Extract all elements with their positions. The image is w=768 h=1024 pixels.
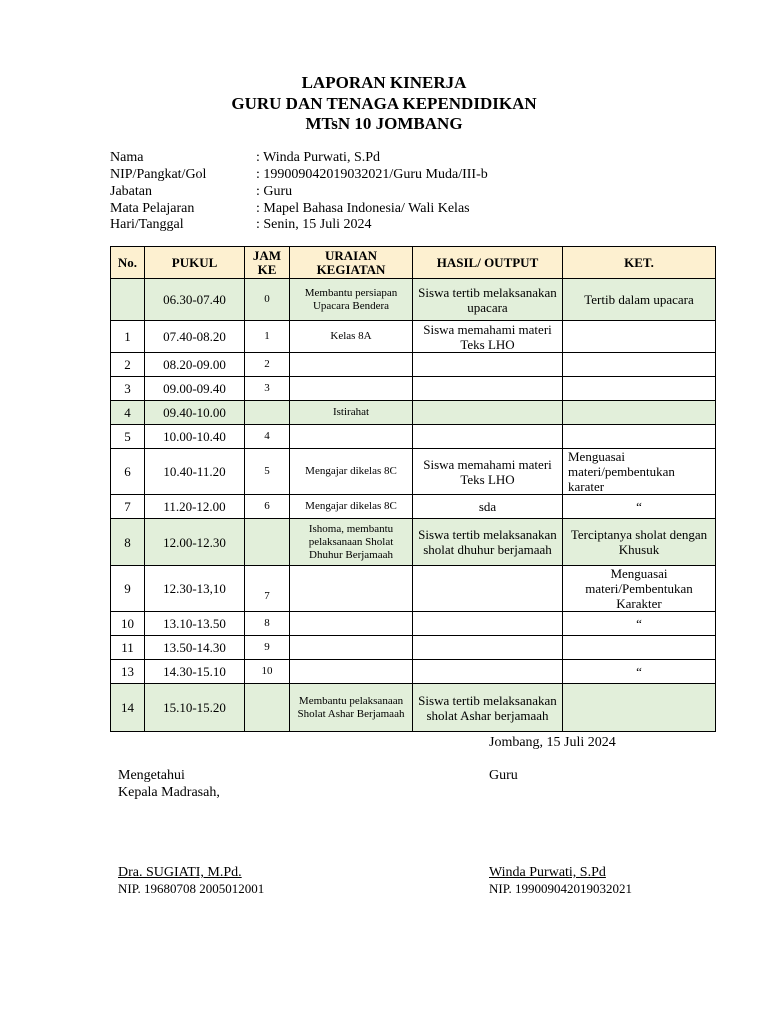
table-row: 6 10.40-11.20 5 Mengajar dikelas 8C Siswa memahami materi Teks LHO Menguasai materi/pembentukan karater [111,449,716,495]
header-jam-ke: JAM KE [245,247,290,279]
guru-name: Winda Purwati, S.Pd [489,865,606,880]
table-row: 13 14.30-15.10 10 “ [111,660,716,684]
header-hasil: HASIL/ OUTPUT [413,247,563,279]
table-row: 1 07.40-08.20 1 Kelas 8A Siswa memahami materi Teks LHO [111,321,716,353]
kepala-label: Kepala Madrasah, [118,785,220,800]
table-row: 5 10.00-10.40 4 [111,425,716,449]
report-title: LAPORAN KINERJA [301,73,467,92]
table-header-row [111,247,716,279]
header-no: No. [111,247,145,279]
table-row: 11 13.50-14.30 9 [111,636,716,660]
guru-nip: NIP. 199009042019032021 [489,881,633,896]
kepala-name: Dra. SUGIATI, M.Pd. [118,865,242,880]
table-row: 7 11.20-12.00 6 Mengajar dikelas 8C sda “ [111,495,716,519]
report-subtitle: GURU DAN TENAGA KEPENDIDIKAN [231,94,537,113]
activity-table [110,246,716,732]
table-row: 9 12.30-13,10 7 Menguasai materi/Pembentukan Karakter [111,566,716,612]
table-row: 06.30-07.40 0 Membantu persiapan Upacara Bendera Siswa tertib melaksanakan upacara Tertib dalam upacara [111,279,716,321]
place-date: Jombang, 15 Juli 2024 [489,735,616,750]
mengetahui-label: Mengetahui [118,768,185,783]
kepala-nip: NIP. 19680708 2005012001 [118,881,265,896]
table-row: 14 15.10-15.20 Membantu pelaksanaan Sholat Ashar Berjamaah Siswa tertib melaksanakan sholat Ashar berjamaah [111,684,716,732]
table-row: 4 09.40-10.00 Istirahat [111,401,716,425]
guru-label: Guru [489,768,518,783]
school-name: MTsN 10 JOMBANG [305,114,463,133]
header-ket: KET. [563,247,716,279]
header-pukul: PUKUL [145,247,245,279]
table-row: 3 09.00-09.40 3 [111,377,716,401]
table-row: 8 12.00-12.30 Ishoma, membantu pelaksanaan Sholat Dhuhur Berjamaah Siswa tertib melaksanakan sholat dhuhur berjamaah Terciptanya sholat dengan Khusuk [111,519,716,566]
table-row: 10 13.10-13.50 8 “ [111,612,716,636]
header-uraian: URAIAN KEGIATAN [290,247,413,279]
table-row: 2 08.20-09.00 2 [111,353,716,377]
